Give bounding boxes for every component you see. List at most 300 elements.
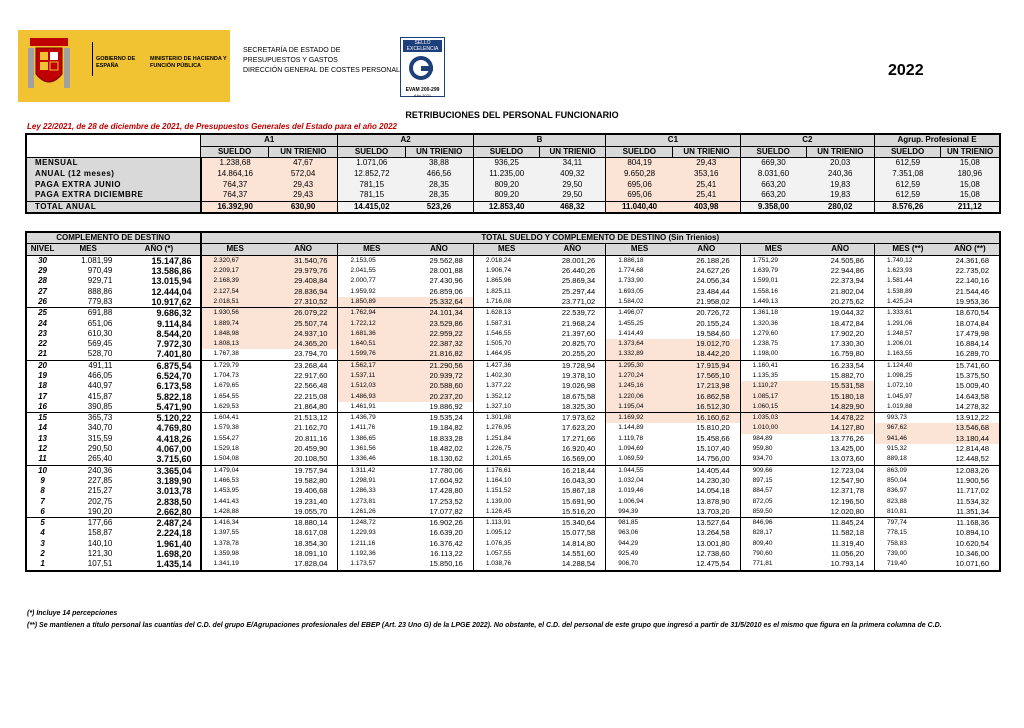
amount-cell: 21.816,82 <box>405 349 473 360</box>
amount-cell: 2.838,50 <box>118 496 200 506</box>
col-sueldo: SUELDO <box>201 146 269 158</box>
amount-cell: 12.371,78 <box>806 486 874 496</box>
amount-cell: 1.693,05 <box>618 287 644 295</box>
amount-cell: 863,09 <box>887 466 907 474</box>
level-cell: 21 <box>26 349 58 360</box>
amount-cell: 15.741,60 <box>955 360 989 370</box>
amount-cell: 202,75 <box>87 496 113 506</box>
amount-cell: 415,87 <box>87 391 113 401</box>
group-header: C2 <box>740 134 874 146</box>
amount-cell: 20.588,60 <box>405 381 473 391</box>
level-cell: 5 <box>40 518 45 528</box>
amount-cell: 1.959,92 <box>350 287 376 295</box>
amount-cell: 934,70 <box>740 454 806 465</box>
amount-cell: 19.406,68 <box>269 486 338 496</box>
level-row <box>26 476 1000 486</box>
level-row <box>26 266 1000 276</box>
amount-cell: 2.224,18 <box>118 528 200 538</box>
salary-cell: 38,88 <box>405 158 473 169</box>
amount-cell: 390,85 <box>58 402 118 413</box>
group-header: C1 <box>606 134 740 146</box>
dir-line-3: DIRECCIÓN GENERAL DE COSTES PERSONAL <box>243 67 400 74</box>
seal-emblem-icon <box>401 54 442 82</box>
seal-bottom-text: Año 2021 <box>413 93 432 98</box>
amount-cell: 14.288,54 <box>540 559 606 570</box>
amount-cell: 11.534,32 <box>956 496 989 506</box>
amount-cell: 23.268,44 <box>269 360 338 371</box>
amount-cell: 6.173,58 <box>118 381 200 391</box>
amount-cell: 6.524,70 <box>118 371 200 381</box>
salary-cell: 34,11 <box>540 158 606 169</box>
salary-cell: 28,35 <box>405 179 473 190</box>
salary-cell: 1.238,68 <box>201 158 269 169</box>
amount-cell: 1.639,79 <box>752 267 778 275</box>
amount-cell: 1.044,55 <box>618 466 644 474</box>
amount-cell: 1.629,53 <box>201 402 269 413</box>
amount-cell: 12.475,54 <box>673 559 740 570</box>
amount-cell: 16.569,00 <box>540 454 606 465</box>
amount-cell: 1.295,30 <box>606 360 673 371</box>
amount-cell: 17.213,98 <box>673 381 740 391</box>
amount-cell: 22.566,48 <box>269 381 338 391</box>
level-cell: 7 <box>40 496 45 506</box>
amount-cell: 984,89 <box>752 434 773 442</box>
amount-cell: 10.894,10 <box>955 528 989 538</box>
dir-line-2: PRESUPUESTOS Y GASTOS <box>243 57 338 64</box>
amount-cell: 3.715,60 <box>118 454 200 465</box>
col-trienio: UN TRIENIO <box>405 146 473 158</box>
amount-cell: 22.373,94 <box>806 276 874 286</box>
amount-cell: 1.352,12 <box>485 392 512 400</box>
amount-cell: 21.513,12 <box>269 413 338 424</box>
amount-cell: 1.378,78 <box>213 539 239 547</box>
amount-cell: 1.416,34 <box>213 519 239 527</box>
amount-cell: 1.291,06 <box>887 319 913 327</box>
salary-row <box>26 179 1000 190</box>
amount-cell: 11.351,34 <box>941 507 1000 518</box>
amount-cell: 6.875,54 <box>118 360 200 371</box>
level-cell: 10 <box>38 465 47 475</box>
amount-cell: 1.206,01 <box>887 340 913 348</box>
amount-cell: 1.504,08 <box>201 454 269 465</box>
amount-cell: 1.579,38 <box>213 424 239 432</box>
seal-mid-text: EVAM 200-299 <box>405 87 440 93</box>
amount-cell: 1.057,55 <box>485 550 512 558</box>
salary-cell: 353,16 <box>673 169 740 180</box>
amount-cell: 1.019,46 <box>618 487 644 495</box>
amount-cell: 2.209,17 <box>201 266 269 276</box>
amount-cell: 11.168,36 <box>956 518 989 528</box>
salary-cell: 612,59 <box>875 190 941 201</box>
amount-cell: 14.814,80 <box>540 539 606 549</box>
level-cell: 12 <box>38 444 47 454</box>
amount-cell: 1.006,94 <box>618 497 644 505</box>
amount-cell: 1.113,91 <box>485 519 511 527</box>
amount-cell: 2.153,05 <box>350 256 376 264</box>
amount-cell: 884,57 <box>752 487 773 495</box>
amount-cell: 1.060,15 <box>740 402 806 413</box>
amount-cell: 1.069,59 <box>606 454 673 465</box>
amount-cell: 16.512,30 <box>673 402 740 413</box>
amount-cell: 20.108,50 <box>269 454 338 465</box>
cd-header: COMPLEMENTO DE DESTINO <box>26 232 201 244</box>
amount-cell: 569,45 <box>87 339 113 349</box>
amount-cell: 1.276,95 <box>485 424 512 432</box>
amount-cell: 1.270,24 <box>606 371 673 381</box>
col-ano: AÑO <box>806 244 874 255</box>
col-nivel: NIVEL <box>26 244 58 255</box>
amount-cell: 810,81 <box>875 507 941 518</box>
amount-cell: 23.771,02 <box>540 297 606 308</box>
group-header: A1 <box>201 134 338 146</box>
seal-top-text: SELLO EXCELENCIA <box>403 40 442 52</box>
amount-cell: 2.127,54 <box>201 286 269 296</box>
amount-cell: 872,05 <box>752 497 773 505</box>
amount-cell: 19.184,82 <box>405 423 473 433</box>
amount-cell: 1.584,02 <box>606 297 673 308</box>
salary-cell: 15,08 <box>941 179 1000 190</box>
salary-row <box>26 169 1000 180</box>
amount-cell: 12.020,80 <box>806 507 874 518</box>
amount-cell: 27.430,96 <box>405 276 473 286</box>
amount-cell: 1.124,40 <box>887 361 913 369</box>
amount-cell: 227,85 <box>87 475 113 485</box>
salary-cell: 16.392,90 <box>201 201 269 213</box>
amount-cell: 21.162,70 <box>269 423 338 433</box>
amount-cell: 31.540,76 <box>269 255 338 266</box>
amount-cell: 1.604,41 <box>213 414 239 422</box>
salary-cell: 764,37 <box>201 179 269 190</box>
level-cell: 19 <box>38 371 47 380</box>
amount-cell: 20.155,24 <box>673 318 740 328</box>
amount-cell: 1.740,12 <box>887 256 913 264</box>
amount-cell: 19.582,80 <box>269 476 338 486</box>
amount-cell: 7.972,30 <box>118 339 200 349</box>
amount-cell: 1.654,55 <box>213 392 239 400</box>
amount-cell: 1.164,10 <box>485 476 512 484</box>
level-row <box>26 349 1000 360</box>
amount-cell: 1.226,75 <box>485 445 512 453</box>
amount-cell: 24.361,68 <box>955 255 989 265</box>
salary-cell: 11.040,40 <box>606 201 673 213</box>
amount-cell: 739,00 <box>887 550 907 558</box>
amount-cell: 21.397,60 <box>540 329 606 339</box>
amount-cell: 1.261,26 <box>338 507 405 518</box>
amount-cell: 1.681,36 <box>338 329 405 339</box>
amount-cell: 12.814,48 <box>955 444 989 454</box>
amount-cell: 15.340,64 <box>540 518 606 529</box>
amount-cell: 25.297,44 <box>540 286 606 296</box>
amount-cell: 1.449,13 <box>740 297 806 308</box>
amount-cell: 12.083,26 <box>955 465 989 475</box>
salary-cell: 669,30 <box>740 158 806 169</box>
level-cell: 8 <box>40 486 45 496</box>
amount-cell: 10.071,60 <box>955 559 989 569</box>
amount-cell: 466,05 <box>87 371 113 380</box>
amount-cell: 1.628,13 <box>485 309 512 317</box>
salary-cell: 20,03 <box>806 158 874 169</box>
amount-cell: 18.091,10 <box>269 549 338 559</box>
amount-cell: 121,30 <box>87 549 113 559</box>
amount-cell: 16.884,14 <box>955 339 989 349</box>
amount-cell: 18.325,30 <box>540 402 606 413</box>
amount-cell: 13.586,86 <box>118 266 200 276</box>
amount-cell: 7.401,80 <box>118 349 200 360</box>
amount-cell: 970,49 <box>87 266 113 276</box>
amount-cell: 13.878,90 <box>673 496 740 506</box>
amount-cell: 28.001,88 <box>405 266 473 276</box>
level-cell: 16 <box>26 402 58 413</box>
amount-cell: 158,87 <box>87 528 113 538</box>
amount-cell: 13.776,26 <box>806 434 874 444</box>
level-cell: 22 <box>38 339 47 349</box>
amount-cell: 2.662,80 <box>118 507 200 518</box>
group-header: A2 <box>338 134 473 146</box>
amount-cell: 11.319,40 <box>806 539 874 549</box>
amount-cell: 1.425,24 <box>875 297 941 308</box>
level-row <box>26 465 1000 476</box>
amount-cell: 16.289,70 <box>941 349 1000 360</box>
level-cell: 26 <box>26 297 58 308</box>
level-row <box>26 297 1000 308</box>
amount-cell: 24.627,26 <box>673 266 740 276</box>
group-header-row <box>26 134 1000 146</box>
amount-cell: 4.067,00 <box>118 444 200 454</box>
amount-cell: 1.704,73 <box>213 372 239 379</box>
row-label: MENSUAL <box>26 158 201 169</box>
amount-cell: 15.531,58 <box>806 381 874 391</box>
amount-cell: 1.139,00 <box>485 497 512 505</box>
salary-cell: 14.415,02 <box>338 201 405 213</box>
amount-cell: 14.551,60 <box>540 549 606 559</box>
amount-cell: 1.085,17 <box>740 391 806 401</box>
footnotes <box>27 608 1002 632</box>
amount-cell: 22.539,72 <box>540 308 606 319</box>
amount-cell: 19.584,60 <box>673 329 740 339</box>
col-sueldo: SUELDO <box>606 146 673 158</box>
amount-cell: 1.327,10 <box>473 402 539 413</box>
row-label: PAGA EXTRA JUNIO <box>26 179 201 190</box>
salary-cell: 8.576,26 <box>875 201 941 213</box>
amount-cell: 1.251,84 <box>485 434 512 442</box>
amount-cell: 1.359,98 <box>213 550 239 558</box>
level-cell: 4 <box>40 528 45 538</box>
sub-header-row <box>26 146 1000 158</box>
amount-cell: 1.435,14 <box>118 559 200 570</box>
amount-cell: 1.220,06 <box>606 391 673 401</box>
amount-cell: 18.354,30 <box>269 539 338 549</box>
amount-cell: 19.886,92 <box>405 402 473 413</box>
amount-cell: 18.442,20 <box>673 349 740 360</box>
amount-cell: 1.411,76 <box>350 424 376 432</box>
salary-cell: 403,98 <box>673 201 740 213</box>
amount-cell: 14.054,18 <box>673 486 740 496</box>
amount-cell: 1.538,89 <box>887 287 913 295</box>
amount-cell: 18.617,08 <box>269 528 338 538</box>
col-trienio: UN TRIENIO <box>269 146 338 158</box>
amount-cell: 2.018,51 <box>201 297 269 308</box>
amount-cell: 15.107,40 <box>673 444 740 454</box>
col-sueldo: SUELDO <box>875 146 941 158</box>
amount-cell: 1.546,55 <box>485 329 512 337</box>
amount-cell: 1.886,18 <box>618 256 644 264</box>
amount-cell: 1.081,99 <box>81 255 113 265</box>
amount-cell: 846,96 <box>752 519 773 527</box>
amount-cell: 691,88 <box>87 308 113 318</box>
amount-cell: 12.723,04 <box>806 465 874 476</box>
amount-cell: 3.365,04 <box>118 465 200 476</box>
amount-cell: 859,50 <box>740 507 806 518</box>
amount-cell: 19.757,94 <box>269 465 338 476</box>
amount-cell: 651,06 <box>87 318 113 328</box>
amount-cell: 1.038,76 <box>485 560 512 568</box>
amount-cell: 1.072,10 <box>887 382 913 390</box>
amount-cell: 19.026,98 <box>540 381 606 391</box>
amount-cell: 9.686,32 <box>118 308 200 319</box>
level-cell: 18 <box>38 381 47 391</box>
amount-cell: 11.582,18 <box>806 528 874 538</box>
amount-cell: 1.587,31 <box>485 319 512 327</box>
col-mes: MES <box>338 244 405 255</box>
amount-cell: 2.018,24 <box>485 256 512 264</box>
amount-cell: 1.486,93 <box>338 391 405 401</box>
amount-cell: 19.055,70 <box>269 507 338 518</box>
col-ano: AÑO <box>673 244 740 255</box>
amount-cell: 14.478,22 <box>806 413 874 424</box>
amount-cell: 1.562,17 <box>338 360 405 371</box>
amount-cell: 1.427,36 <box>485 361 512 369</box>
amount-cell: 12.738,60 <box>673 549 740 559</box>
amount-cell: 10.793,14 <box>806 559 874 570</box>
amount-cell: 1.098,25 <box>887 372 913 379</box>
amount-cell: 981,85 <box>618 519 639 527</box>
amount-cell: 10.917,62 <box>118 297 200 308</box>
salary-cell: 781,15 <box>338 190 405 201</box>
amount-cell: 13.015,94 <box>118 276 200 286</box>
level-cell: 25 <box>38 308 47 318</box>
col-sueldo: SUELDO <box>473 146 539 158</box>
t2-subheader-row <box>26 244 1000 255</box>
amount-cell: 906,70 <box>618 560 639 568</box>
amount-cell: 778,15 <box>887 529 907 537</box>
amount-cell: 929,71 <box>87 276 113 286</box>
level-row <box>26 518 1000 529</box>
amount-cell: 1.163,55 <box>875 349 941 360</box>
amount-cell: 1.402,30 <box>485 372 512 379</box>
amount-cell: 1.195,04 <box>606 402 673 413</box>
amount-cell: 1.119,78 <box>618 434 644 442</box>
amount-cell: 897,15 <box>752 476 773 484</box>
amount-cell: 1.373,64 <box>606 339 673 349</box>
amount-cell: 14.278,32 <box>941 402 1000 413</box>
amount-cell: 1.245,16 <box>606 381 673 391</box>
level-row <box>26 360 1000 371</box>
amount-cell: 528,70 <box>58 349 118 360</box>
amount-cell: 11.717,02 <box>956 486 989 496</box>
amount-cell: 1.151,52 <box>485 487 512 495</box>
amount-cell: 1.505,70 <box>485 340 512 348</box>
level-cell: 1 <box>40 559 45 569</box>
amount-cell: 1.436,79 <box>350 414 376 422</box>
amount-cell: 1.961,40 <box>118 539 200 549</box>
amount-cell: 828,17 <box>752 529 773 537</box>
amount-cell: 1.464,95 <box>473 349 539 360</box>
amount-cell: 1.160,41 <box>752 361 778 369</box>
level-row <box>26 339 1000 349</box>
amount-cell: 15.882,70 <box>806 371 874 381</box>
excellence-seal <box>400 37 445 97</box>
amount-cell: 12.448,52 <box>941 454 1000 465</box>
amount-cell: 440,97 <box>87 381 113 391</box>
amount-cell: 23.794,70 <box>269 349 338 360</box>
level-row <box>26 255 1000 266</box>
amount-cell: 15.077,58 <box>540 528 606 538</box>
level-cell: 9 <box>40 475 45 485</box>
amount-cell: 25.332,64 <box>405 297 473 308</box>
amount-cell: 14.756,00 <box>673 454 740 465</box>
amount-cell: 16.113,22 <box>405 549 473 559</box>
salary-cell: 523,26 <box>405 201 473 213</box>
amount-cell: 4.769,80 <box>118 423 200 433</box>
amount-cell: 1.238,75 <box>752 340 778 348</box>
amount-cell: 1.599,76 <box>338 349 405 360</box>
amount-cell: 14.405,44 <box>673 465 740 476</box>
amount-cell: 1.332,89 <box>606 349 673 360</box>
amount-cell: 993,73 <box>887 414 907 422</box>
t2-header-row <box>26 232 1000 244</box>
directorate-text <box>243 46 400 76</box>
level-cell: 2 <box>40 549 45 559</box>
salary-cell: 19,83 <box>806 179 874 190</box>
amount-cell: 1.453,95 <box>213 487 239 495</box>
col-ano: AÑO <box>540 244 606 255</box>
amount-cell: 21.544,46 <box>955 286 989 296</box>
amount-cell: 1.722,12 <box>338 318 405 328</box>
amount-cell: 140,10 <box>87 538 113 548</box>
amount-cell: 959,80 <box>752 445 773 453</box>
amount-cell: 1.428,88 <box>201 507 269 518</box>
amount-cell: 4.418,26 <box>118 434 200 444</box>
amount-cell: 19.953,36 <box>941 297 1000 308</box>
amount-cell: 1.333,61 <box>887 309 913 317</box>
amount-cell: 22.140,16 <box>955 276 989 286</box>
salary-cell: 47,67 <box>269 158 338 169</box>
salary-cell: 12.852,72 <box>338 169 405 180</box>
amount-cell: 1.930,56 <box>201 308 269 319</box>
amount-cell: 18.833,28 <box>405 434 473 444</box>
amount-cell: 29.408,84 <box>269 276 338 286</box>
col-mes: MES <box>201 244 269 255</box>
salary-cell: 29,50 <box>540 190 606 201</box>
amount-cell: 17.780,06 <box>405 465 473 476</box>
salary-cell: 25,41 <box>673 179 740 190</box>
level-cell: 11 <box>26 454 58 465</box>
amount-cell: 19.012,70 <box>673 339 740 349</box>
amount-cell: 1.623,93 <box>887 267 913 275</box>
amount-cell: 14.127,80 <box>806 423 874 433</box>
amount-cell: 15.850,16 <box>405 559 473 570</box>
amount-cell: 15.516,20 <box>540 507 606 518</box>
amount-cell: 1.865,96 <box>485 277 512 285</box>
level-cell: 30 <box>38 255 47 265</box>
amount-cell: 758,83 <box>887 539 907 547</box>
amount-cell: 771,81 <box>752 560 773 568</box>
amount-cell: 5.822,18 <box>118 391 200 401</box>
col-mes: MES (**) <box>875 244 941 255</box>
amount-cell: 22.959,22 <box>405 329 473 339</box>
amount-cell: 14.230,30 <box>673 476 740 486</box>
salary-cell: 11.235,00 <box>473 169 539 180</box>
